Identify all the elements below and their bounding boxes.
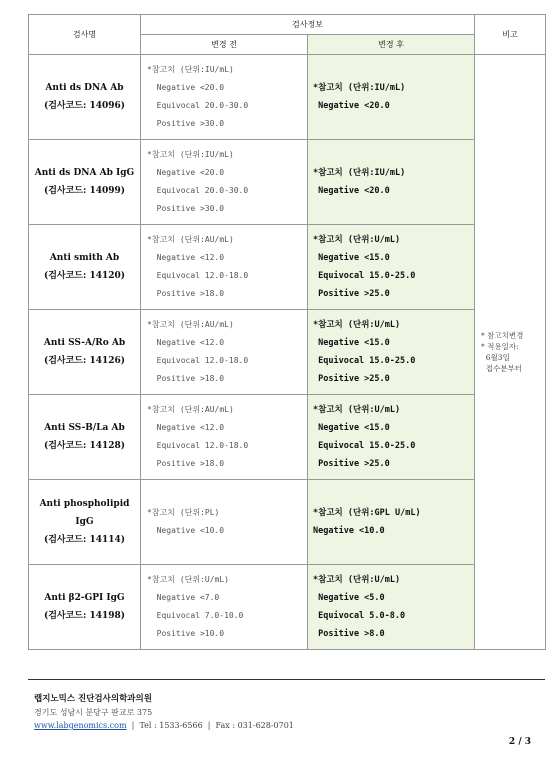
after-cell [308,55,475,140]
header-before: 변경 전 [141,35,308,55]
before-line: Positive >18.0 [147,374,225,383]
test-name: Anti SS-B/La Ab [44,423,125,433]
after-line: Equivocal 15.0-25.0 [313,356,416,366]
after-line: Negative <15.0 [313,253,390,263]
before-line: *참고치 (단위:IU/mL) [147,65,234,74]
test-name: Anti phospholipid [39,499,130,509]
before-line: *참고치 (단위:U/mL) [147,575,229,584]
before-line: Negative <12.0 [147,338,225,347]
after-line: Negative <20.0 [313,186,390,196]
test-name-cell [29,395,141,480]
before-line: Equivocal 20.0-30.0 [147,186,249,195]
note-cell [475,55,546,650]
before-line: *참고치 (단위:IU/mL) [147,150,234,159]
before-line: *참고치 (단위:AU/mL) [147,320,234,329]
after-line: Equivocal 15.0-25.0 [313,271,416,281]
table-row [29,395,546,480]
after-line: *참고치 (단위:U/mL) [313,575,401,585]
header-after: 변경 후 [308,35,475,55]
before-line: Positive >10.0 [147,629,225,638]
after-line: *참고치 (단위:U/mL) [313,405,401,415]
after-line: Negative <10.0 [313,526,385,536]
before-cell [141,225,308,310]
after-cell [308,225,475,310]
before-line: Negative <12.0 [147,253,225,262]
table-row [29,140,546,225]
test-name-cell [29,565,141,650]
after-line: *참고치 (단위:GPL U/mL) [313,508,421,518]
test-code: (검사코드: 14128) [43,441,126,451]
footer-org-name: 랩지노믹스 진단검사의학과의원 [34,694,152,704]
after-cell [308,565,475,650]
before-cell [141,55,308,140]
after-line: Equivocal 15.0-25.0 [313,441,416,451]
table-row [29,55,546,140]
test-name-cell [29,140,141,225]
after-line: Negative <15.0 [313,423,390,433]
test-name-cell [29,55,141,140]
after-line: *참고치 (단위:U/mL) [313,320,401,330]
test-name: Anti smith Ab [49,253,120,263]
before-line: Negative <12.0 [147,423,225,432]
table-row [29,310,546,395]
before-line: Equivocal 20.0-30.0 [147,101,249,110]
page-number: 2 / 3 [508,737,531,747]
note-line: * 적용일자: [481,342,519,351]
test-name-cell [29,480,141,565]
before-line: Positive >30.0 [147,204,225,213]
footer-contact: | Tel : 1533-6566 | Fax : 031-628-0701 [126,721,294,730]
before-cell [141,565,308,650]
after-line: Negative <15.0 [313,338,390,348]
test-code: (검사코드: 14114) [43,535,126,545]
note-line: * 참고치변경 [481,331,524,340]
footer-divider [28,679,545,680]
footer-contact-line [34,719,294,732]
before-line: Equivocal 12.0-18.0 [147,356,249,365]
after-line: Positive >25.0 [313,459,390,469]
before-line: Negative <20.0 [147,168,225,177]
after-line: Positive >25.0 [313,289,390,299]
before-line: Positive >18.0 [147,459,225,468]
after-cell [308,480,475,565]
test-code: (검사코드: 14126) [43,356,126,366]
after-line: *참고치 (단위:IU/mL) [313,83,406,93]
test-name-cell [29,310,141,395]
test-code: (검사코드: 14120) [43,271,126,281]
before-line: *참고치 (단위:PL) [147,508,220,517]
footer-address: 경기도 성남시 분당구 판교로 375 [34,708,153,717]
after-line: *참고치 (단위:U/mL) [313,235,401,245]
test-code: (검사코드: 14096) [43,101,126,111]
before-cell [141,140,308,225]
after-cell [308,395,475,480]
after-line: Negative <5.0 [313,593,385,603]
after-line: Positive >25.0 [313,374,390,384]
test-name: Anti β2-GPI IgG [44,593,125,603]
after-cell [308,310,475,395]
before-line: *참고치 (단위:AU/mL) [147,235,234,244]
before-line: Positive >30.0 [147,119,225,128]
test-name: Anti SS-A/Ro Ab [43,338,126,348]
after-line: Negative <20.0 [313,101,390,111]
after-line: *참고치 (단위:IU/mL) [313,168,406,178]
before-line: Negative <20.0 [147,83,225,92]
footer [34,693,294,732]
test-name: Anti ds DNA Ab [45,83,124,93]
header-test-name: 검사명 [29,15,141,55]
before-line: Positive >18.0 [147,289,225,298]
before-line: *참고치 (단위:AU/mL) [147,405,234,414]
test-name-line2: IgG [75,517,94,527]
header-note: 비고 [475,15,546,55]
table-row [29,565,546,650]
test-code: (검사코드: 14198) [43,611,126,621]
before-cell [141,310,308,395]
before-line: Equivocal 7.0-10.0 [147,611,244,620]
before-line: Negative <7.0 [147,593,220,602]
note-line: 접수분부터 [481,364,523,373]
before-cell [141,395,308,480]
before-cell [141,480,308,565]
note-line: 6월3일 [481,353,510,362]
test-name-cell [29,225,141,310]
test-info-table [28,14,546,650]
website-link[interactable]: www.labgenomics.com [34,721,127,730]
table-row [29,480,546,565]
test-name: Anti ds DNA Ab IgG [34,168,135,178]
header-test-info: 검사정보 [141,15,475,35]
after-line: Equivocal 5.0-8.0 [313,611,406,621]
after-cell [308,140,475,225]
test-code: (검사코드: 14099) [43,186,126,196]
before-line: Equivocal 12.0-18.0 [147,441,249,450]
before-line: Negative <10.0 [147,526,225,535]
after-line: Positive >8.0 [313,629,385,639]
before-line: Equivocal 12.0-18.0 [147,271,249,280]
table-row [29,225,546,310]
